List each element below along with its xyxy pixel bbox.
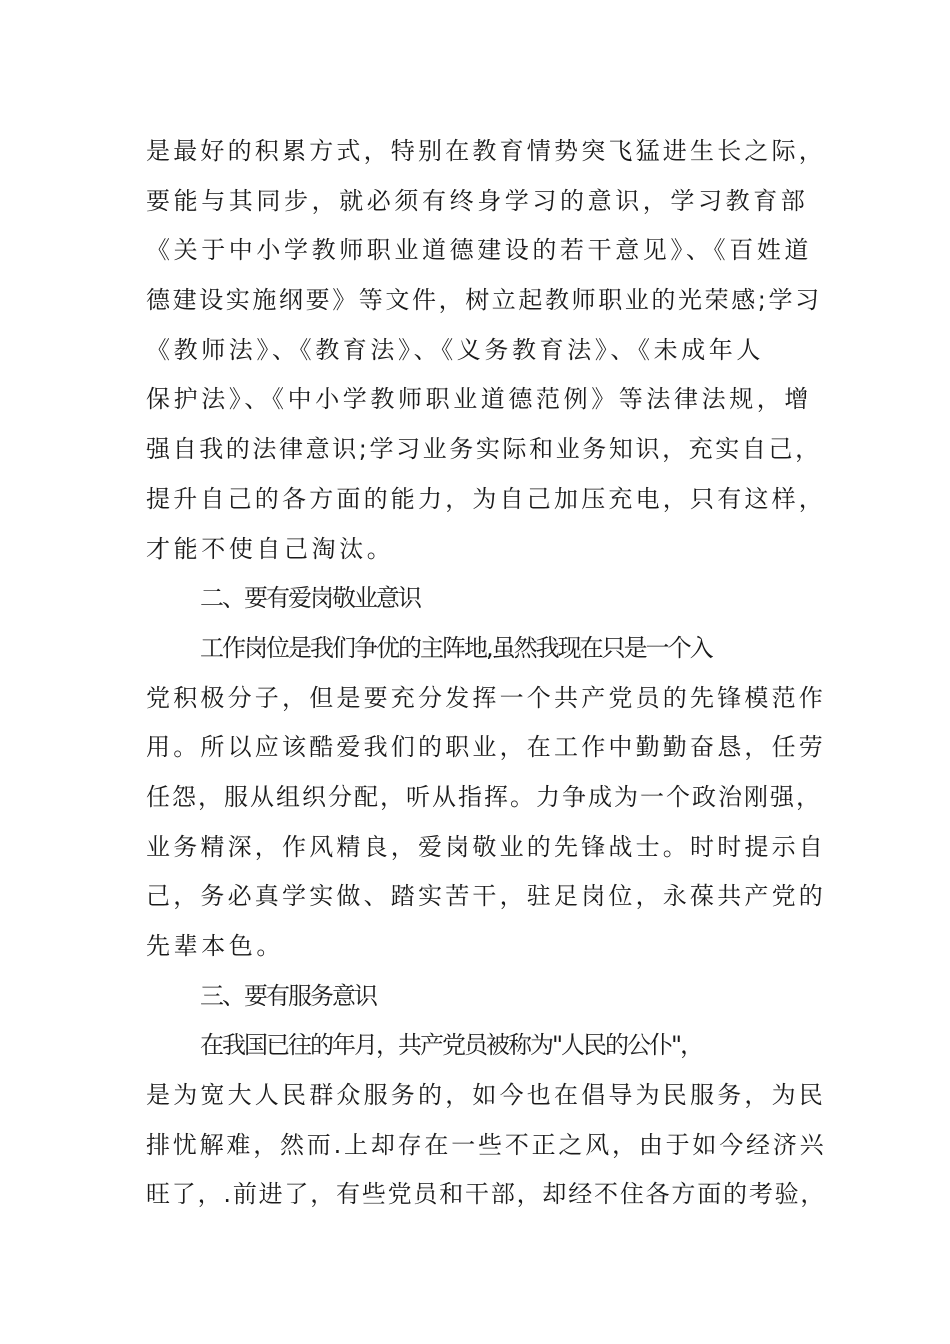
text-line: 旺了，.前进了，有些党员和干部，却经不住各方面的考验， <box>146 1180 827 1209</box>
text-line: 要能与其同步，就必须有终身学习的意识，学习教育部 <box>146 186 809 215</box>
text-line: 先辈本色。 <box>146 932 284 960</box>
text-line: 保护法》、《中小学教师职业道德范例》等法律法规，增 <box>146 385 812 414</box>
text-line: 任怨，服从组织分配，听从指挥。力争成为一个政治刚强， <box>146 782 822 811</box>
text-line: 强自我的法律意识;学习业务实际和业务知识，充实自己， <box>146 435 822 464</box>
text-line: 德建设实施纲要》等文件，树立起教师职业的光荣感;学习 <box>146 286 822 315</box>
text-line: 是为宽大人民群众服务的，如今也在倡导为民服务，为民 <box>146 1081 826 1110</box>
text-line: 用。所以应该酷爱我们的职业，在工作中勤勤奋恳，任劳 <box>146 733 826 762</box>
text-line: 二、要有爱岗敬业意识 <box>200 584 420 613</box>
text-line: 《关于中小学教师职业道德建设的若干意见》、《百姓道 <box>146 236 812 265</box>
text-line: 提升自己的各方面的能力，为自己加压充电，只有这样， <box>146 484 826 513</box>
document-body <box>146 127 826 1220</box>
text-line: 工作岗位是我们争优的主阵地,虽然我现在只是一个入 <box>200 633 712 662</box>
text-line: 业务精深，作风精良，爱岗敬业的先锋战士。时时提示自 <box>146 832 826 861</box>
text-line: 才能不使自己淘汰。 <box>146 534 395 563</box>
text-line: 在我国已往的年月，共产党员被称为"人民的公仆"， <box>200 1031 703 1060</box>
text-line: 《教师法》、《教育法》、《义务教育法》、《未成年人 <box>146 335 764 364</box>
text-line: 三、要有服务意识 <box>200 981 376 1010</box>
text-line: 排忧解难，然而.上却存在一些不正之风，由于如今经济兴 <box>146 1130 827 1159</box>
text-line: 是最好的积累方式，特别在教育情势突飞猛进生长之际， <box>146 137 826 165</box>
text-line: 己，务必真学实做、踏实苦干，驻足岗位，永葆共产党的 <box>146 882 826 911</box>
text-line: 党积极分子，但是要充分发挥一个共产党员的先锋模范作 <box>146 683 826 712</box>
